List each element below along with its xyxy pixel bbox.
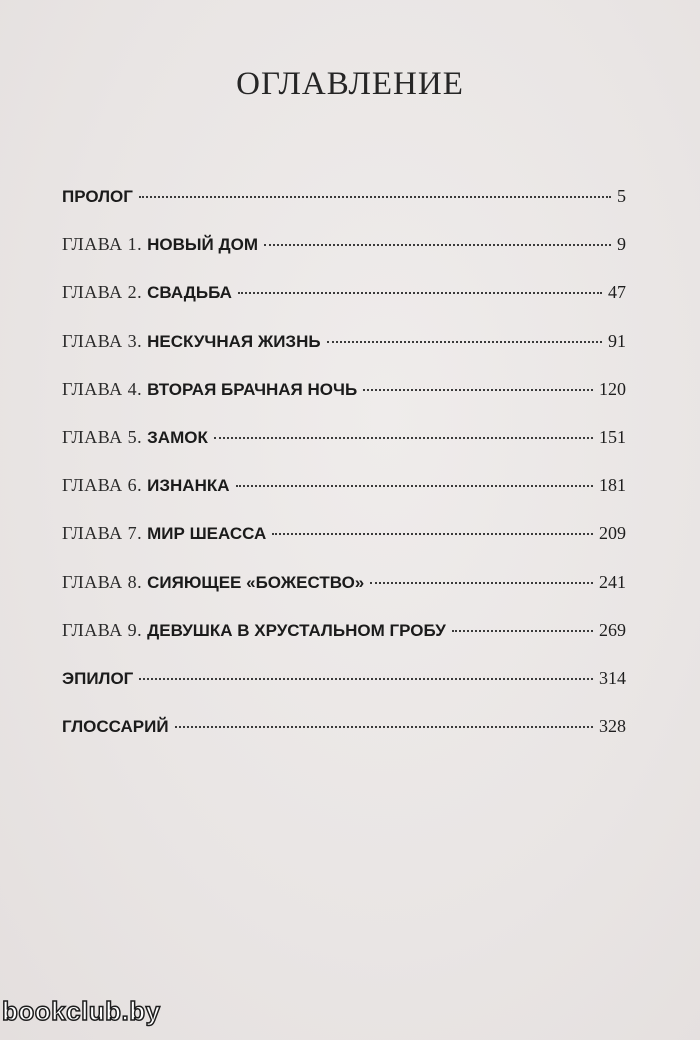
toc-entry-title: СВАДЬБА: [147, 283, 232, 303]
toc-entry-prefix: ГЛАВА 8.: [62, 571, 148, 592]
toc-entry-page: 241: [599, 571, 626, 592]
toc-entry-chapter-8[interactable]: [62, 572, 626, 620]
dot-leader: [327, 341, 602, 343]
dot-leader: [272, 533, 593, 535]
toc-entry-chapter-5[interactable]: [62, 427, 626, 475]
toc-entry-page: 314: [599, 667, 626, 688]
dot-leader: [139, 678, 593, 680]
toc-entry-chapter-6[interactable]: [62, 475, 626, 523]
toc-entry-title: ПРОЛОГ: [62, 187, 133, 206]
dot-leader: [370, 582, 593, 584]
toc-entry-page: 91: [608, 330, 626, 351]
dot-leader: [452, 630, 593, 632]
page-title: ОГЛАВЛЕНИЕ: [236, 66, 464, 102]
toc-entry-prefix: ГЛАВА 2.: [62, 282, 148, 303]
toc-entry-chapter-2[interactable]: [62, 282, 626, 330]
toc-entry-chapter-3[interactable]: [62, 331, 626, 379]
toc-entry-page: 269: [599, 619, 626, 640]
toc-entry-page: 151: [599, 426, 626, 447]
toc-entry-title: НЕСКУЧНАЯ ЖИЗНЬ: [147, 331, 321, 351]
dot-leader: [363, 389, 593, 391]
toc-entry-title: МИР ШЕАССА: [147, 524, 267, 544]
toc-entry-page: 328: [599, 716, 626, 737]
toc-entry-chapter-7[interactable]: [62, 523, 626, 571]
toc-entry-title: ЭПИЛОГ: [62, 668, 134, 688]
toc-entry-title: ГЛОССАРИЙ: [62, 717, 169, 737]
toc-entry-prologue[interactable]: [62, 186, 626, 234]
toc-entry-chapter-4[interactable]: [62, 379, 626, 427]
toc-entry-title: СИЯЮЩЕЕ «БОЖЕСТВО»: [147, 572, 365, 592]
dot-leader: [139, 196, 611, 198]
toc-entry-title: ДЕВУШКА В ХРУСТАЛЬНОМ ГРОБУ: [147, 620, 446, 640]
toc-entry-prefix: ГЛАВА 6.: [62, 475, 148, 496]
toc-entry-epilogue[interactable]: [62, 668, 626, 716]
toc-entry-prefix: ГЛАВА 4.: [62, 378, 148, 399]
dot-leader: [238, 292, 602, 294]
toc-entry-title: ЗАМОК: [147, 427, 208, 447]
dot-leader: [264, 244, 611, 246]
toc-entry-page: 9: [617, 234, 626, 255]
toc-entry-title: ВТОРАЯ БРАЧНАЯ НОЧЬ: [147, 379, 358, 399]
toc-entry-chapter-1[interactable]: [62, 234, 626, 282]
toc-entry-glossary[interactable]: [62, 716, 626, 764]
toc-entry-chapter-9[interactable]: [62, 620, 626, 668]
toc-entry-prefix: ГЛАВА 7.: [62, 523, 148, 544]
toc-entry-title: НОВЫЙ ДОМ: [147, 235, 258, 255]
toc-entry-page: 5: [617, 186, 626, 206]
watermark: bookclub.by: [2, 996, 161, 1026]
toc-entry-page: 47: [608, 282, 626, 303]
dot-leader: [236, 485, 594, 487]
toc-entry-page: 120: [599, 378, 626, 399]
dot-leader: [214, 437, 593, 439]
toc-entry-prefix: ГЛАВА 5.: [62, 426, 148, 447]
toc-entry-prefix: ГЛАВА 9.: [62, 619, 148, 640]
toc-entry-prefix: ГЛАВА 3.: [62, 330, 148, 351]
toc-entry-page: 181: [599, 475, 626, 496]
dot-leader: [175, 726, 593, 728]
table-of-contents: [62, 186, 626, 764]
toc-entry-prefix: ГЛАВА 1.: [62, 234, 148, 255]
toc-entry-title: ИЗНАНКА: [147, 476, 230, 496]
toc-entry-page: 209: [599, 523, 626, 544]
